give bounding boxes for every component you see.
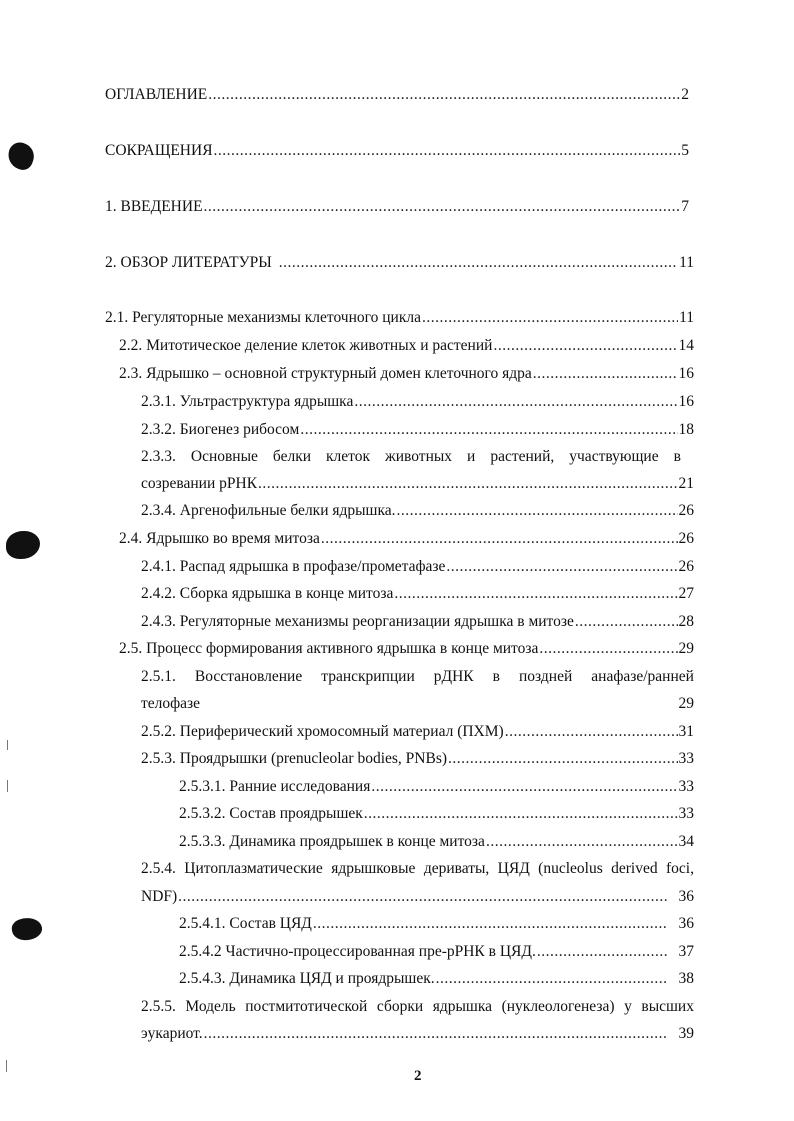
toc-entry-page: 36 (678, 888, 694, 905)
toc-entry (141, 501, 694, 521)
toc-entry-page: 16 (678, 365, 694, 382)
toc-entry (141, 584, 694, 604)
toc-entry-title: СОКРАЩЕНИЯ (105, 142, 213, 159)
scan-blot (6, 531, 40, 559)
toc-entry-title: 2.4.2. Сборка ядрышка в конце митоза (141, 585, 394, 602)
toc-entry (179, 777, 694, 797)
toc-entry-title: 1. ВВЕДЕНИЕ (105, 198, 203, 215)
toc-entry-title: эукариот. (141, 1025, 203, 1042)
toc-entry-title: 2.1. Регуляторные механизмы клеточного цикла (105, 309, 421, 326)
toc-entry-page: 11 (679, 254, 694, 271)
toc-entry-first-line: 2.5.1. Восстановление транскрипции рДНК в поздней анафазе/ранней (141, 668, 694, 685)
toc-entry-page: 11 (679, 309, 694, 326)
toc-entry-page: 2 (681, 86, 689, 103)
toc-entry-page: 26 (678, 530, 694, 547)
toc-entry-title: 2.3.4. Аргенофильные белки ядрышка. (141, 502, 396, 519)
toc-entry (105, 85, 689, 105)
toc-entry (141, 1024, 694, 1044)
scan-mark (7, 780, 8, 792)
toc-entry (141, 722, 694, 742)
toc-entry-title: 2.3.1. Ультраструктура ядрышка (141, 393, 354, 410)
toc-entry-title: 2.4.1. Распад ядрышка в профазе/прометафазе (141, 558, 446, 575)
toc-entry-page: 38 (678, 970, 694, 987)
toc-entry-page: 16 (678, 393, 694, 410)
toc-entry (119, 529, 694, 549)
toc-entry-first-line: 2.5.5. Модель постмитотической сборки ядрышка (нуклеологенеза) у высших (141, 998, 694, 1015)
toc-entry-page: 5 (681, 142, 689, 159)
toc-entry-page: 33 (678, 805, 694, 822)
toc-entry (141, 392, 694, 412)
toc-entry-title: 2.5.3.3. Динамика проядрышек в конце митоза (179, 833, 485, 850)
page-number: 2 (414, 1068, 422, 1084)
toc-entry-page: 37 (678, 943, 694, 960)
toc-entry-title: 2.3.2. Биогенез рибосом (141, 421, 300, 438)
toc-entry-page: 34 (678, 833, 694, 850)
toc-entry-page: 26 (678, 558, 694, 575)
toc-entry (141, 694, 694, 714)
toc-entry (179, 969, 694, 989)
toc-entry-page: 14 (678, 337, 694, 354)
toc-entry (141, 557, 694, 577)
toc-entry (179, 914, 694, 934)
toc-entry-page: 18 (678, 421, 694, 438)
toc-entry (141, 612, 694, 632)
toc-entry-page: 31 (678, 723, 694, 740)
toc-entry-title: 2.2. Митотическое деление клеток животных и растений (119, 337, 493, 354)
toc-entry-page: 33 (678, 778, 694, 795)
toc-entry-page: 29 (678, 640, 694, 657)
toc-entry-title: 2.3. Ядрышко – основной структурный домен клеточного ядра (119, 365, 532, 382)
toc-entry (105, 197, 689, 217)
toc-entry-title: ОГЛАВЛЕНИЕ (105, 86, 208, 103)
toc-entry-page: 27 (678, 585, 694, 602)
toc-entry-title: 2. ОБЗОР ЛИТЕРАТУРЫ (105, 254, 272, 271)
toc-entry-page: 28 (678, 613, 694, 630)
toc-entry-title: 2.5.4.1. Состав ЦЯД (179, 915, 312, 932)
toc-entry (141, 887, 694, 907)
toc-entry-title: NDF) (141, 888, 178, 905)
toc-entry (119, 639, 694, 659)
toc-entry-page: 39 (678, 1025, 694, 1042)
scan-blot (10, 916, 43, 943)
toc-entry (141, 474, 694, 494)
toc-entry (119, 336, 694, 356)
toc-entry-first-line: 2.5.4. Цитоплазматические ядрышковые дериваты, ЦЯД (nucleolus derived foci, (141, 860, 694, 877)
toc-entry (105, 308, 694, 328)
toc-entry (179, 804, 694, 824)
toc-entry (105, 141, 689, 161)
scan-mark (6, 1060, 7, 1072)
toc-entry-title: 2.5. Процесс формирования активного ядрышка в конце митоза (119, 640, 539, 657)
toc-entry (119, 364, 694, 384)
toc-entry (105, 253, 694, 273)
toc-entry-page: 36 (678, 915, 694, 932)
toc-entry-page: 21 (678, 475, 694, 492)
toc-entry-page: 26 (678, 502, 694, 519)
toc-entry-page: 7 (681, 198, 689, 215)
toc-entry-page: 33 (678, 750, 694, 767)
scan-blot (4, 139, 37, 172)
toc-entry-title: 2.5.2. Периферический хромосомный материал (ПХМ) (141, 723, 504, 740)
toc-entry-title: 2.5.3.1. Ранние исследования (179, 778, 371, 795)
toc-entry (141, 420, 694, 440)
toc-entry-title: 2.5.4.2 Частично-процессированная пре-рРНК в ЦЯД. (179, 943, 536, 960)
toc-entry-title: 2.4.3. Регуляторные механизмы реорганизации ядрышка в митозе (141, 613, 574, 630)
toc-entry-title: 2.5.4.3. Динамика ЦЯД и проядрышек. (179, 970, 435, 987)
toc-entry (179, 942, 694, 962)
toc-entry-title: созревании рРНК (141, 475, 258, 492)
toc-entry-title: 2.5.3.2. Состав проядрышек (179, 805, 363, 822)
scan-mark (7, 740, 8, 750)
toc-entry-title: 2.4. Ядрышко во время митоза (119, 530, 320, 547)
toc-entry-title: телофазе (141, 695, 201, 712)
toc-entry-first-line: 2.3.3. Основные белки клеток животных и растений, участвующие в (141, 448, 681, 465)
toc-entry (141, 749, 694, 769)
toc-entry (179, 832, 694, 852)
toc-entry-title: 2.5.3. Проядрышки (prenucleolar bodies, PNBs) (141, 750, 448, 767)
toc-entry-page: 29 (678, 695, 694, 712)
